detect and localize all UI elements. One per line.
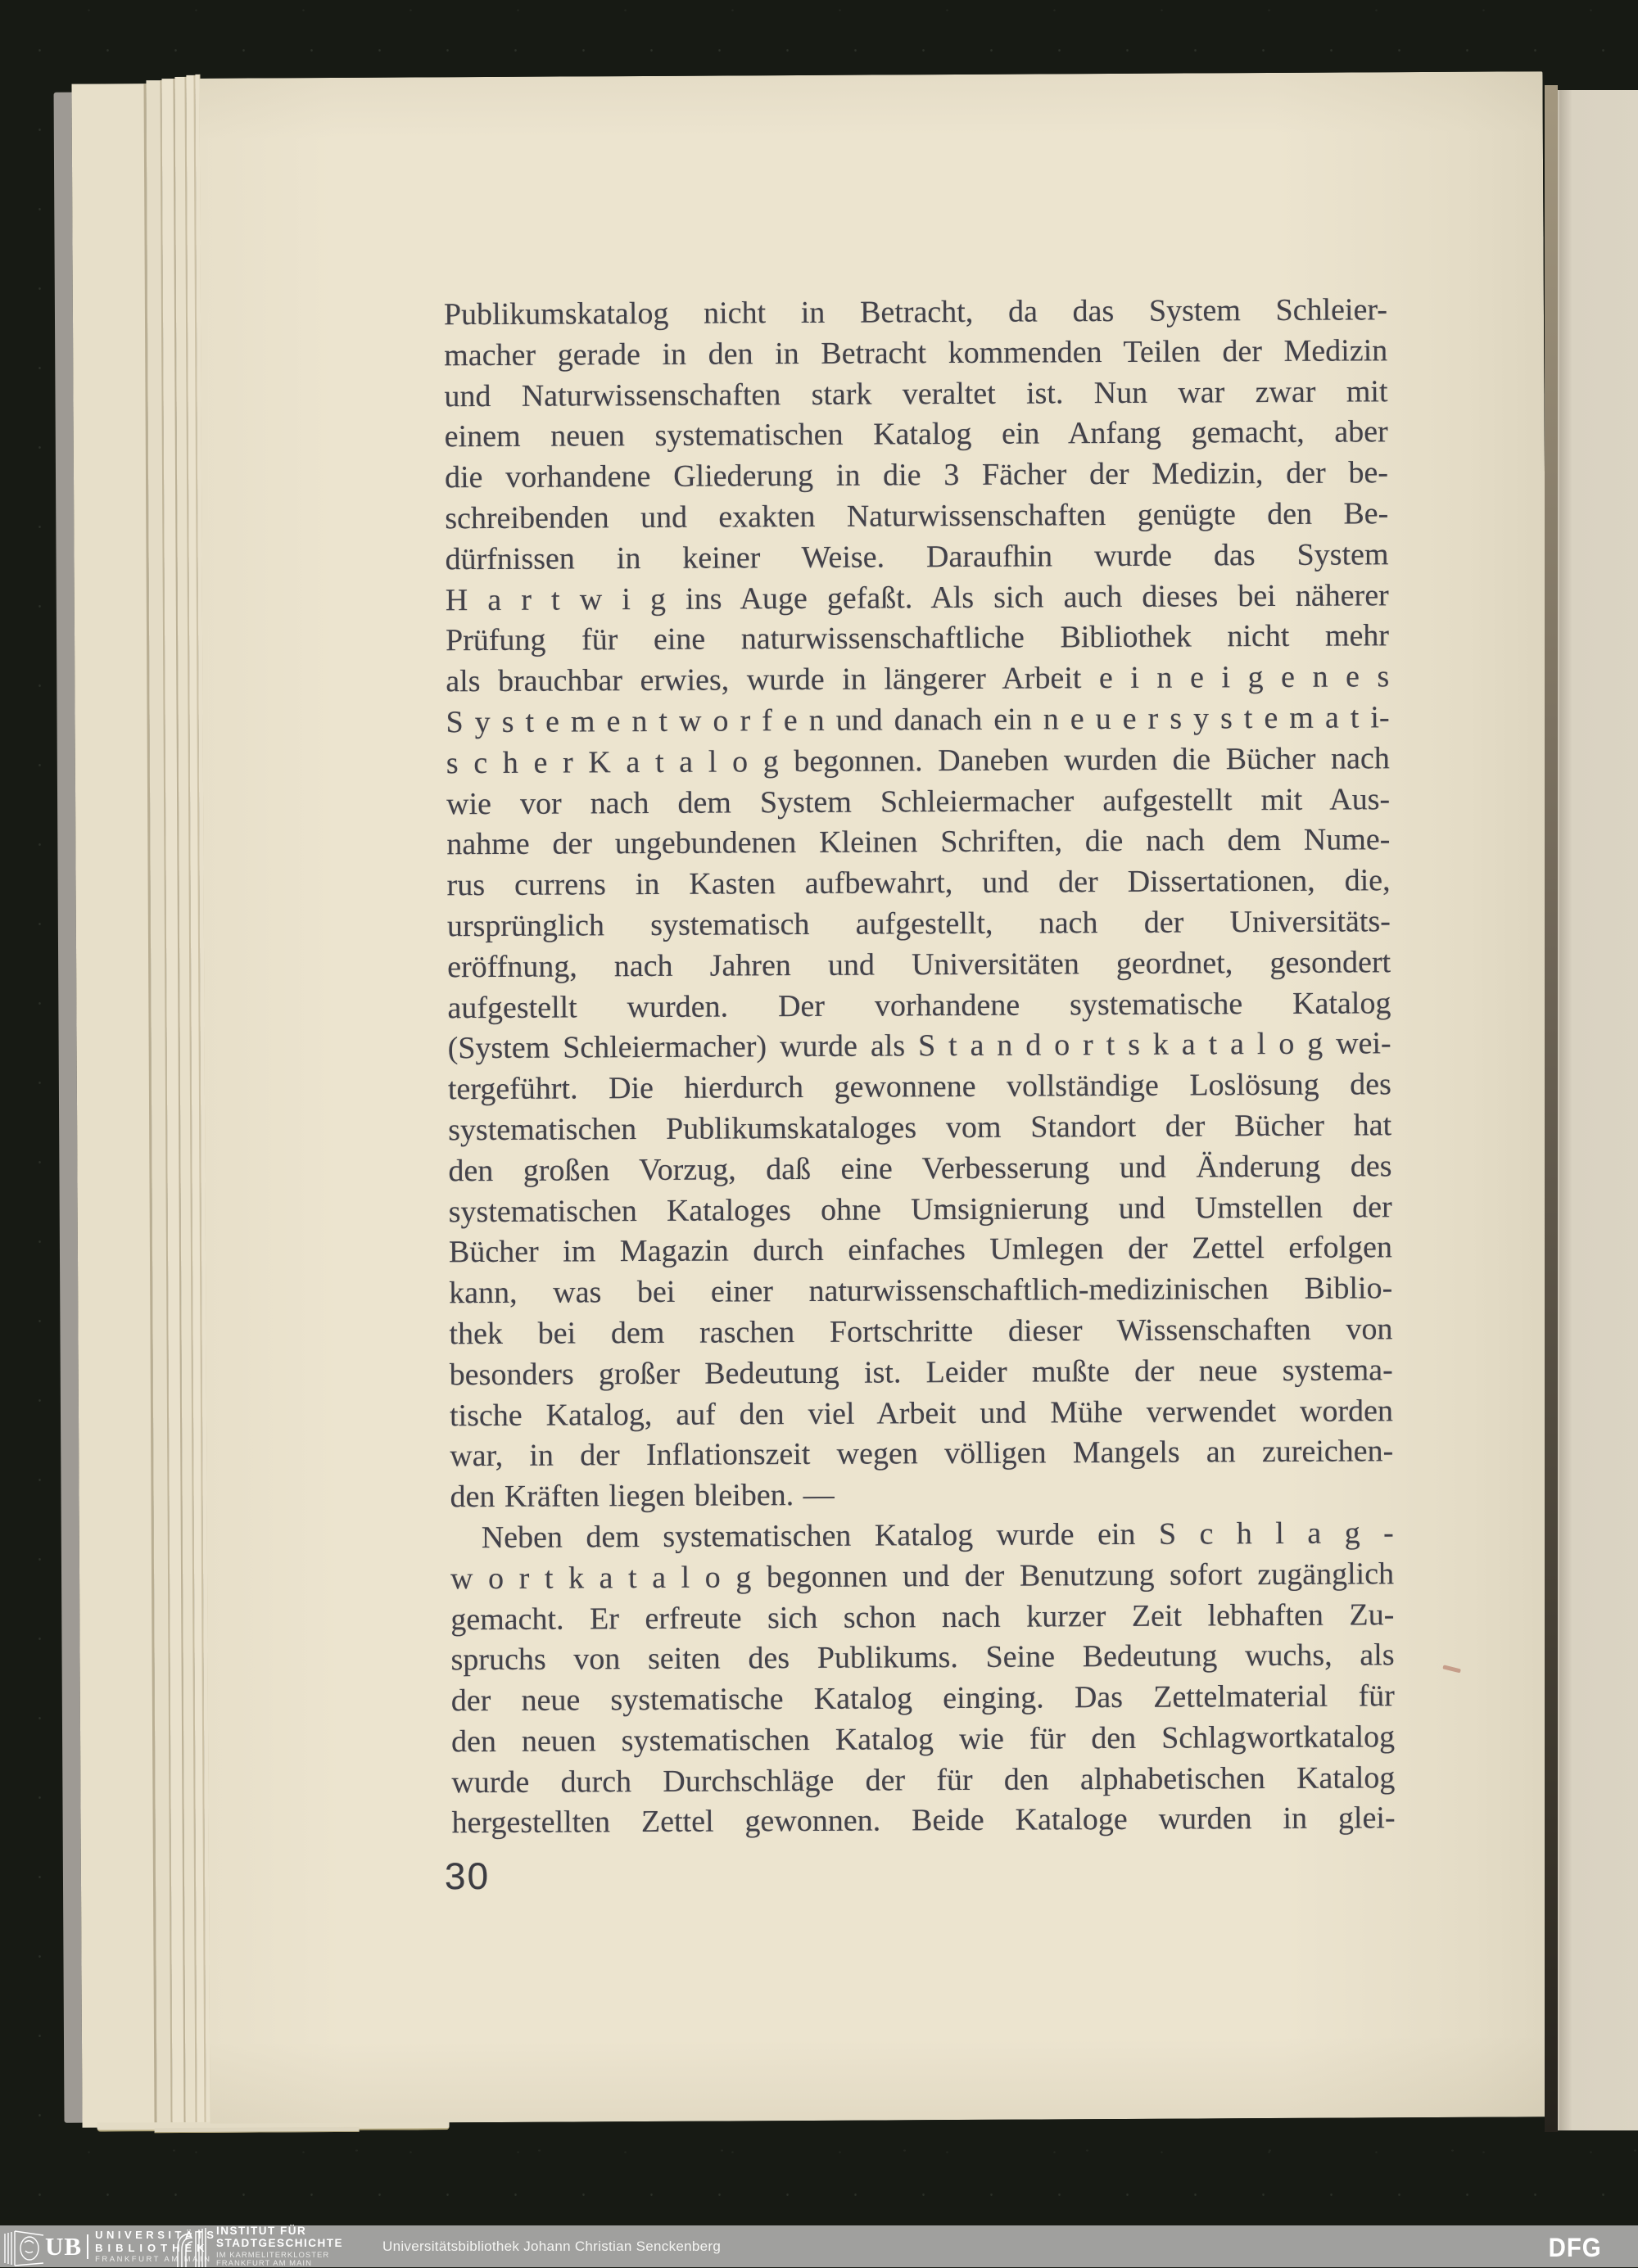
ub-line1: UNIVERSITÄTS — [95, 2228, 218, 2241]
dfg-logo: DFG — [1549, 2233, 1602, 2262]
text-line: den neuen systematischen Katalog wie für den Schlagwortkatalog — [450, 1719, 1396, 1760]
ub-line3: FRANKFURT AM MAIN — [95, 2254, 212, 2264]
text-line: eröffnung, nach Jahren und Universitäten geordnet, gesondert — [447, 944, 1391, 985]
ub-library-icon — [2, 2226, 43, 2267]
text-line: einem neuen systematischen Katalog ein Anfang gemacht, aber — [444, 414, 1388, 454]
karmeliterkloster-arch-icon — [176, 2226, 209, 2267]
text-line: tergeführt. Die hierdurch gewonnene vollständige Loslösung des — [447, 1067, 1392, 1107]
text-line: ursprünglich systematisch aufgestellt, nach der Universitäts- — [446, 904, 1391, 944]
text-line: Publikumskatalog nicht in Betracht, da das System Schleier- — [443, 292, 1388, 332]
text-line: aufgestellt wurden. Der vorhandene systematische Katalog — [447, 985, 1391, 1025]
page-stack-edge — [71, 84, 156, 2127]
text-line: Bücher im Magazin durch einfaches Umlegen der Zettel erfolgen — [448, 1230, 1393, 1270]
ink-smudge — [1442, 1665, 1461, 1673]
facing-page-edge — [1558, 90, 1638, 2130]
text-line: schreibenden und exakten Naturwissenschaften genügte den Be- — [445, 496, 1389, 536]
institut-line2: STADTGESCHICHTE — [216, 2237, 344, 2249]
book-scan — [53, 66, 1553, 2134]
ub-abbreviation: UB — [45, 2231, 83, 2261]
text-line: thek bei dem raschen Fortschritte dieser Wissenschaften von — [449, 1312, 1393, 1352]
text-line: den Kräften liegen bleiben. — — [450, 1477, 835, 1515]
text-line: Neben dem systematischen Katalog wurde ein S c h l a g - — [481, 1516, 1394, 1555]
text-line: Prüfung für eine naturwissenschaftliche Bibliothek nicht mehr — [445, 618, 1390, 658]
page-stack-bottom-edge — [155, 2127, 360, 2133]
text-line: tische Katalog, auf den viel Arbeit und Mühe verwendet worden — [449, 1393, 1394, 1433]
text-line: kann, was bei einer naturwissenschaftlich-medizinischen Biblio- — [449, 1271, 1393, 1311]
institut-logo-text — [216, 2225, 343, 2268]
text-line: systematischen Publikumskataloges vom Standort der Bücher hat — [448, 1108, 1392, 1148]
ub-line2: BIBLIOTHEK — [95, 2241, 210, 2254]
text-line: nahme der ungebundenen Kleinen Schriften, die nach dem Nume- — [446, 822, 1391, 862]
text-line: der neue systematische Katalog einging. Das Zettelmaterial für — [450, 1678, 1395, 1719]
institut-line3: IM KARMELITERKLOSTER — [216, 2250, 330, 2260]
text-line: und Naturwissenschaften stark veraltet ist. Nun war zwar mit — [444, 373, 1388, 413]
text-line: den großen Vorzug, daß eine Verbesserung und Änderung des — [448, 1148, 1392, 1189]
text-line: macher gerade in den in Betracht kommenden Teilen der Medizin — [444, 333, 1388, 373]
institut-line1: INSTITUT FÜR — [216, 2224, 307, 2237]
text-line: spruchs von seiten des Publikums. Seine Bedeutung wuchs, als — [450, 1638, 1395, 1678]
ub-separator — [87, 2234, 88, 2259]
book-gutter-shadow — [1545, 85, 1558, 2132]
text-line: dürfnissen in keiner Weise. Daraufhin wurde das System — [445, 537, 1389, 577]
page-number: 30 — [444, 1855, 491, 1898]
scanned-page — [199, 71, 1553, 2124]
text-line: die vorhandene Gliederung in die 3 Fächer der Medizin, der be- — [444, 455, 1389, 495]
text-line: (System Schleiermacher) wurde als S t a n d o r t s k a t a l o g wei- — [447, 1026, 1391, 1066]
institut-line4: FRANKFURT AM MAIN — [216, 2259, 312, 2268]
library-name: Universitätsbibliothek Johann Christian Senckenberg — [382, 2239, 722, 2254]
text-line: rus currens in Kasten aufbewahrt, und der Dissertationen, die, — [446, 863, 1391, 903]
page-text — [444, 290, 1396, 1844]
text-line: s c h e r K a t a l o g begonnen. Daneben wurden die Bücher nach — [446, 741, 1390, 781]
text-line: wurde durch Durchschläge der für den alphabetischen Katalog — [451, 1760, 1396, 1800]
text-line: besonders großer Bedeutung ist. Leider mußte der neue systema- — [449, 1352, 1393, 1392]
text-line: hergestellten Zettel gewonnen. Beide Kataloge wurden in glei- — [451, 1800, 1396, 1841]
text-line: w o r t k a t a l o g begonnen und der Benutzung sofort zugänglich — [450, 1556, 1395, 1596]
text-line: als brauchbar erwies, wurde in längerer Arbeit e i n e i g e n e s — [446, 659, 1390, 699]
text-line: war, in der Inflationszeit wegen völligen Mangels an zureichen- — [450, 1434, 1394, 1474]
footer-bar — [0, 2225, 1638, 2267]
institut-stadtgeschichte-logo — [176, 2226, 343, 2266]
text-line: gemacht. Er erfreute sich schon nach kurzer Zeit lebhaften Zu- — [450, 1597, 1395, 1637]
text-line: wie vor nach dem System Schleiermacher aufgestellt mit Aus- — [446, 781, 1391, 821]
text-line: systematischen Kataloges ohne Umsignierung und Umstellen der — [448, 1189, 1392, 1229]
text-line: S y s t e m e n t w o r f e n und danach ein n e u e r s y s t e m a t i- — [446, 700, 1390, 740]
text-line: H a r t w i g ins Auge gefaßt. Als sich auch dieses bei näherer — [445, 577, 1389, 617]
